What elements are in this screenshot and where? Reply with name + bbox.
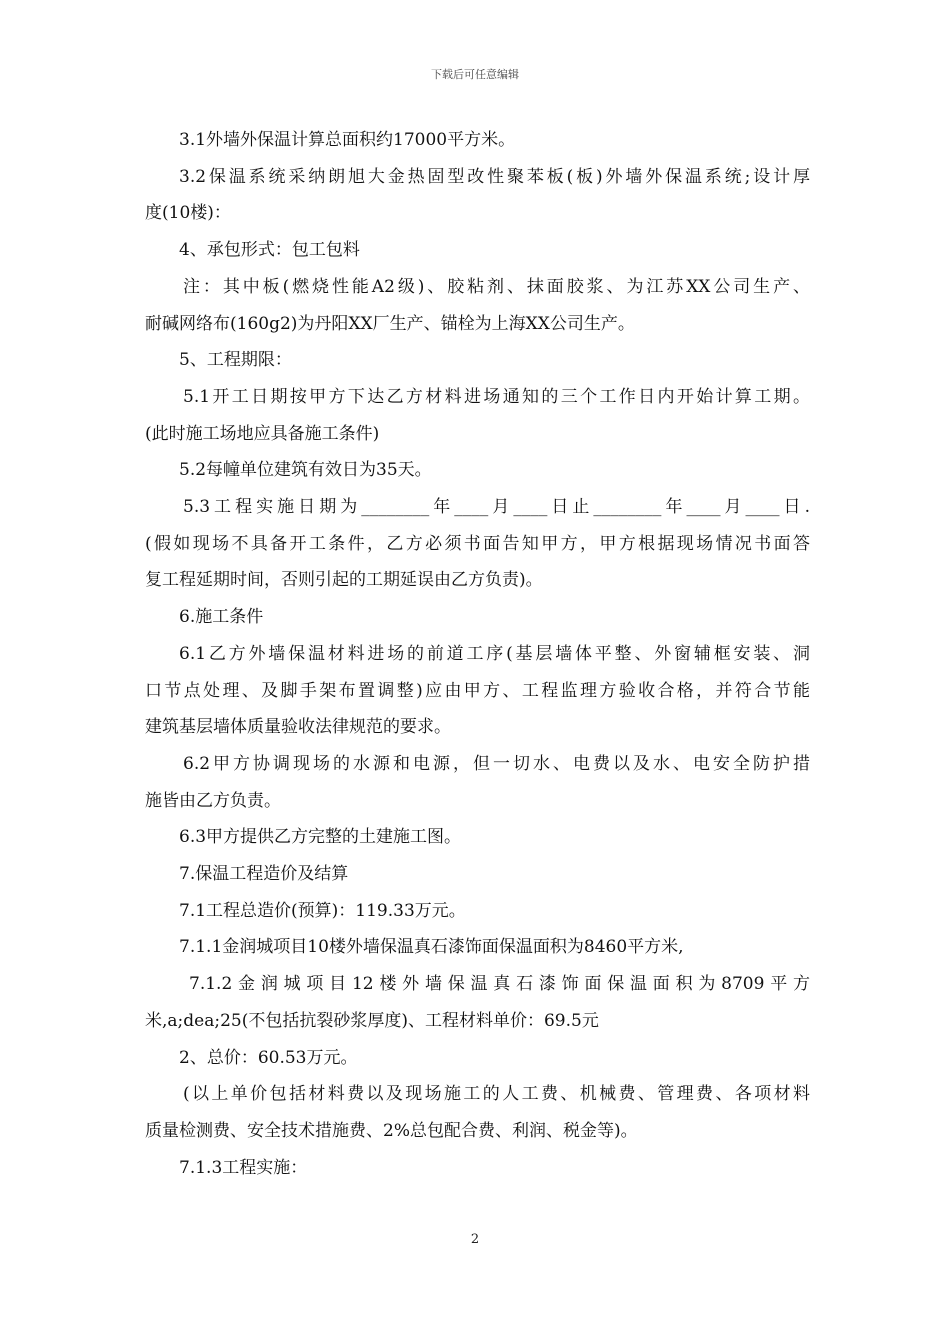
clause-4-heading: 4、承包形式：包工包料	[179, 240, 360, 261]
note-paragraph-continued: 耐碱网络布(160g2)为丹阳XX厂生产、锚栓为上海XX公司生产。	[145, 313, 635, 334]
clause-5-3-continued: (假如现场不具备开工条件，乙方必须书面告知甲方，甲方根据现场情况书面答	[145, 533, 810, 554]
clause-7-1-2-continued: 米,a;dea;25(不包括抗裂砂浆厚度)、工程材料单价：69.5元	[145, 1010, 599, 1031]
clause-5-2: 5.2每幢单位建筑有效日为35天。	[179, 460, 432, 481]
clause-6-2-continued: 施皆由乙方负责。	[145, 790, 281, 811]
clause-5-3: 5.3工程实施日期为________年____月____日止________年____月____日.	[183, 497, 810, 518]
clause-6-1-continued: 口节点处理、及脚手架布置调整)应由甲方、工程监理方验收合格，并符合节能	[145, 680, 810, 701]
clause-7-heading: 7.保温工程造价及结算	[179, 864, 349, 885]
clause-6-1: 6.1乙方外墙保温材料进场的前道工序(基层墙体平整、外窗辅框安装、洞	[179, 643, 810, 664]
price-note: (以上单价包括材料费以及现场施工的人工费、机械费、管理费、各项材料	[183, 1084, 810, 1105]
document-body	[145, 122, 810, 1186]
clause-7-1-3: 7.1.3工程实施：	[179, 1157, 308, 1178]
clause-6-3: 6.3甲方提供乙方完整的土建施工图。	[179, 827, 462, 848]
page-header: 下载后可任意编辑	[431, 68, 519, 81]
note-paragraph: 注：其中板(燃烧性能A2级)、胶粘剂、抹面胶浆、为江苏XX公司生产、	[183, 276, 810, 297]
clause-6-heading: 6.施工条件	[179, 607, 264, 628]
clause-5-1: 5.1开工日期按甲方下达乙方材料进场通知的三个工作日内开始计算工期。	[183, 386, 810, 407]
clause-3-1: 3.1外墙外保温计算总面积约17000平方米。	[179, 130, 516, 150]
price-note-continued: 质量检测费、安全技术措施费、2%总包配合费、利润、税金等)。	[145, 1120, 638, 1141]
clause-7-1-1: 7.1.1金润城项目10楼外墙保温真石漆饰面保温面积为8460平方米,	[179, 937, 684, 958]
clause-7-1-2: 7.1.2金润城项目12楼外墙保温真石漆饰面保温面积为8709平方	[189, 974, 810, 995]
clause-6-1-continued-2: 建筑基层墙体质量验收法律规范的要求。	[145, 717, 451, 738]
clause-5-3-continued-2: 复工程延期时间，否则引起的工期延误由乙方负责)。	[145, 570, 543, 591]
clause-7-1: 7.1工程总造价(预算)：119.33万元。	[179, 900, 466, 921]
page-number: 2	[470, 1232, 480, 1247]
clause-3-2: 3.2保温系统采纳朗旭大金热固型改性聚苯板(板)外墙外保温系统;设计厚	[179, 166, 810, 187]
total-price: 2、总价：60.53万元。	[179, 1047, 358, 1068]
clause-5-1-continued: (此时施工场地应具备施工条件)	[145, 423, 380, 444]
clause-6-2: 6.2甲方协调现场的水源和电源，但一切水、电费以及水、电安全防护措	[183, 753, 810, 774]
clause-3-2-continued: 度(10楼)：	[145, 203, 231, 224]
clause-5-heading: 5、工程期限：	[179, 350, 292, 371]
